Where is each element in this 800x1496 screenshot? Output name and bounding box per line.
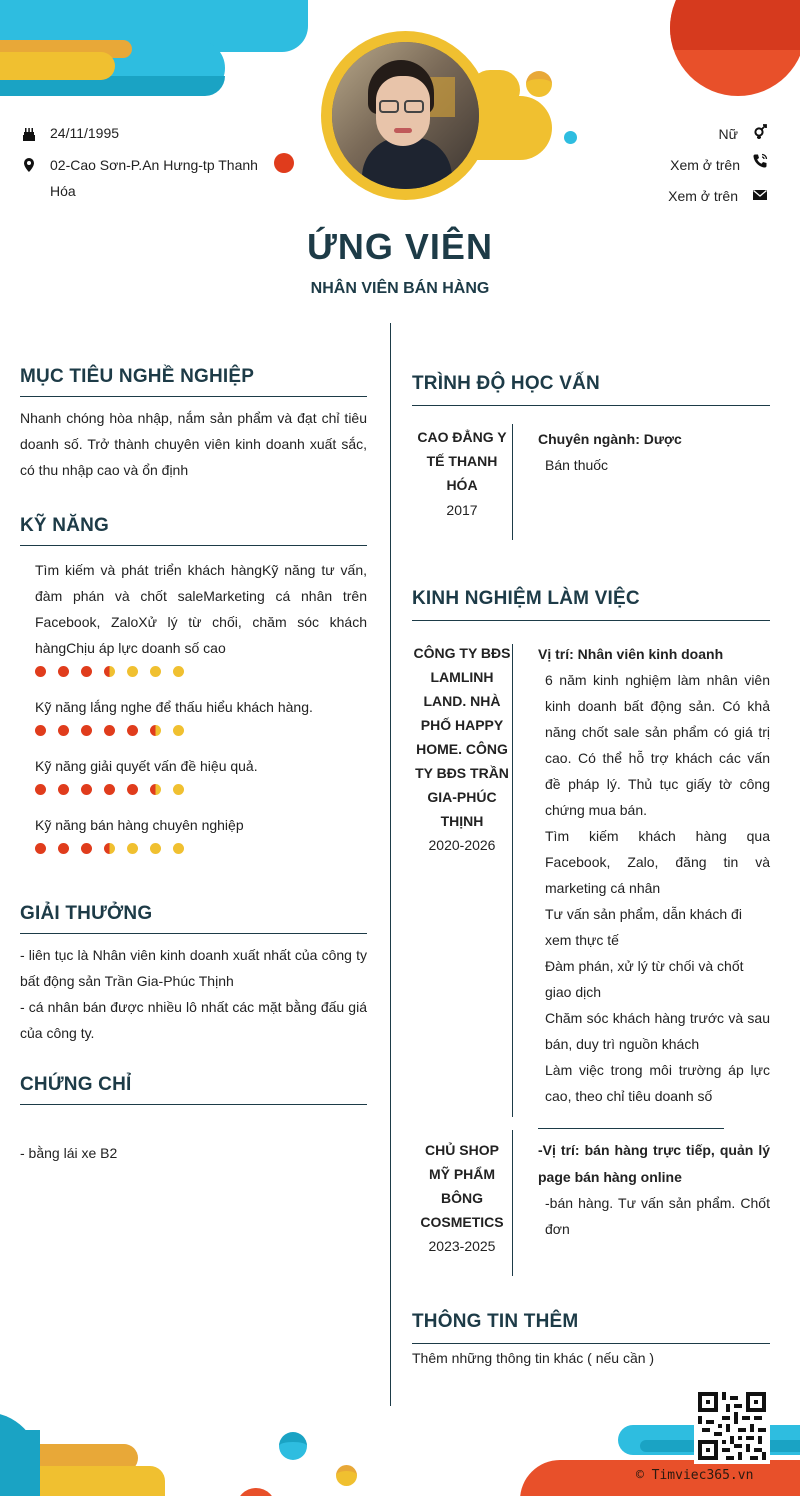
copyright-text[interactable]: © Timviec365.vn [636,1468,754,1483]
rating-dot [58,843,69,854]
phone-text: Xem ở trên [670,157,740,173]
skill-2-label: Kỹ năng lắng nghe để thấu hiểu khách hàng. [35,699,313,715]
rating-dot [81,725,92,736]
job-1-timeline [512,644,513,1117]
decor-bottom-dot-blue [279,1432,307,1460]
decor-top-right-circle [670,0,800,96]
address-text: 02-Cao Sơn-P.An Hưng-tp Thanh Hóa [50,157,258,199]
decor-dot-yellow [526,71,552,97]
phone-icon [752,153,768,169]
job-2-desc-1: -bán hàng. Tư vấn sản phẩm. Chốt đơn [545,1195,770,1237]
skill-3-rating [35,784,184,795]
rating-dot [81,666,92,677]
skill-4-rating [35,843,184,854]
rating-dot [81,784,92,795]
gender-icon [752,124,768,140]
rating-dot [150,784,161,795]
education-year: 2017 [446,502,478,518]
rating-dot [104,843,115,854]
experience-rule [412,620,770,621]
location-pin-icon [21,157,37,173]
rating-dot [58,725,69,736]
job-2-timeline [512,1130,513,1276]
rating-dot [127,784,138,795]
objective-heading: MỤC TIÊU NGHỀ NGHIỆP [20,366,255,387]
extra-info-text: Thêm những thông tin khác ( nếu cần ) [412,1350,655,1366]
rating-dot [173,784,184,795]
job-2-role: -Vị trí: bán hàng trực tiếp, quản lý page bán hàng online [538,1142,770,1185]
rating-dot [127,843,138,854]
avatar [321,31,490,200]
rating-dot [35,784,46,795]
awards-rule [20,933,367,934]
certificates-rule [20,1104,367,1105]
education-major: Chuyên ngành: Dược [538,431,682,447]
education-timeline [512,424,513,540]
job-1-desc-2: Tìm kiếm khách hàng qua Facebook, Zalo, đăng tin và marketing cá nhân [545,828,770,896]
decor-top-left-yellow [0,52,115,80]
skill-1-rating [35,666,184,677]
rating-dot [104,725,115,736]
rating-dot [127,725,138,736]
skills-rule [20,545,367,546]
skill-1-label: Tìm kiếm và phát triển khách hàngKỹ năng tư vấn, đàm phán và chốt saleMarketing cá nhân trên Facebook, ZaloXử lý từ chối, chăm sóc khách hàngChịu áp lực doanh số cao [35,562,367,656]
birthday-text: 24/11/1995 [50,125,120,141]
rating-dot [58,666,69,677]
decor-bottom-left-teal [0,1430,40,1496]
decor-dot-red [274,153,294,173]
job-separator [538,1128,724,1129]
awards-text-1: - liên tục là Nhân viên kinh doanh xuất nhất của công ty bất động sản Trần Gia-Phúc Thịnh [20,947,367,989]
avatar-photo [332,42,479,189]
job-1-desc-4: Đàm phán, xử lý từ chối và chốt giao dịch [545,958,744,1000]
email-text: Xem ở trên [668,188,738,204]
rating-dot [35,666,46,677]
rating-dot [81,843,92,854]
skill-4-label: Kỹ năng bán hàng chuyên nghiệp [35,817,244,833]
education-school: CAO ĐẲNG Y TẾ THANH HÓA [417,429,507,493]
certificates-text: - bằng lái xe B2 [20,1145,118,1161]
objective-rule [20,396,367,397]
experience-heading: KINH NGHIỆM LÀM VIỆC [412,588,640,609]
rating-dot [150,725,161,736]
job-1-years: 2020-2026 [428,837,496,853]
gender-text: Nữ [718,126,738,142]
rating-dot [173,666,184,677]
birthday-cake-icon [21,126,37,142]
decor-bottom-dot-yellow [336,1465,357,1486]
rating-dot [173,725,184,736]
education-heading: TRÌNH ĐỘ HỌC VẤN [412,373,600,394]
qr-code[interactable] [694,1388,770,1464]
rating-dot [150,666,161,677]
rating-dot [150,843,161,854]
envelope-icon [752,187,768,203]
skills-heading: KỸ NĂNG [20,515,110,536]
rating-dot [127,666,138,677]
awards-heading: GIẢI THƯỞNG [20,903,153,924]
extra-info-heading: THÔNG TIN THÊM [412,1311,579,1332]
column-divider [390,323,391,1406]
job-1-desc-3: Tư vấn sản phẩm, dẫn khách đi xem thực tế [545,906,742,948]
job-1-role: Vị trí: Nhân viên kinh doanh [538,646,724,662]
skill-3-label: Kỹ năng giải quyết vấn đề hiệu quả. [35,758,258,774]
rating-dot [35,725,46,736]
education-rule [412,405,770,406]
job-1-desc-6: Làm việc trong môi trường áp lực cao, theo chỉ tiêu doanh số [545,1062,770,1104]
candidate-position: NHÂN VIÊN BÁN HÀNG [310,280,490,297]
skill-2-rating [35,725,184,736]
objective-text: Nhanh chóng hòa nhập, nắm sản phẩm và đạt chỉ tiêu doanh số. Trở thành chuyên viên kinh doanh xuất sắc, có thu nhập cao và ổn định [20,410,367,478]
candidate-name: ỨNG VIÊN [307,226,493,267]
rating-dot [58,784,69,795]
awards-text-2: - cá nhân bán được nhiều lô nhất các mặt bằng đấu giá của công ty. [20,999,367,1041]
job-2-company: CHỦ SHOP MỸ PHẨM BÔNG COSMETICS [420,1142,504,1230]
job-1-desc-5: Chăm sóc khách hàng trước và sau bán, duy trì nguồn khách [545,1010,770,1052]
decor-dot-blue [564,131,577,144]
education-desc: Bán thuốc [545,457,609,473]
rating-dot [35,843,46,854]
certificates-heading: CHỨNG CHỈ [20,1074,132,1095]
rating-dot [104,666,115,677]
job-2-years: 2023-2025 [428,1238,496,1254]
decor-bottom-dot-red [236,1488,276,1496]
extra-info-rule [412,1343,770,1344]
job-1-desc-1: 6 năm kinh nghiệm làm nhân viên kinh doanh bất động sản. Có khả năng chốt sale sản phẩm có giá trị cao. Có thể hỗ trợ khách các vấn đề pháp lý. Thủ tục giấy tờ công chứng mua bán. [545,672,770,818]
job-1-company: CÔNG TY BĐS LAMLINH LAND. NHÀ PHỐ HAPPY HOME. CÔNG TY BĐS TRẦN GIA-PHÚC THỊNH [413,645,511,829]
rating-dot [104,784,115,795]
rating-dot [173,843,184,854]
